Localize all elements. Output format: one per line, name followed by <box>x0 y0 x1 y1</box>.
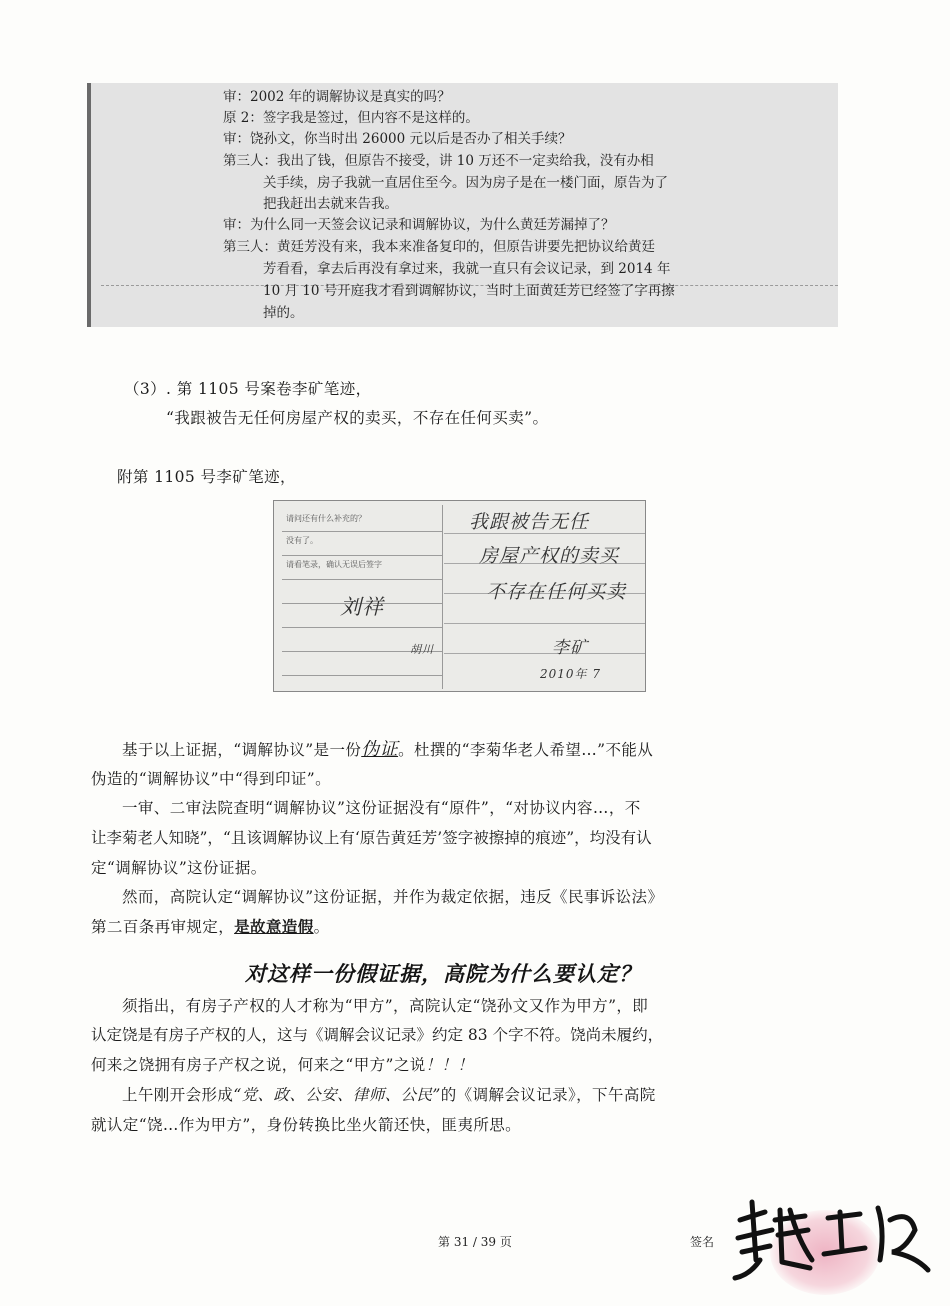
body-text: 上午刚开会形成 <box>122 1086 234 1104</box>
body-paragraph <box>91 1054 473 1076</box>
body-line: 须指出，有房子产权的人才称为“甲方”，高院认定“饶孙文又作为甲方”，即 <box>122 997 649 1015</box>
handwritten-signature: 李矿 <box>552 638 588 658</box>
page-number: 第 31 / 39 页 <box>438 1235 512 1249</box>
body-line: 就认定“饶…作为甲方”，身份转换比坐火箭还快，匪夷所思。 <box>91 1116 522 1134</box>
rule-line <box>282 555 442 556</box>
handwritten-signature: 刘祥 <box>340 595 384 619</box>
signature-label: 签名 <box>690 1235 715 1249</box>
rule-line <box>282 579 442 580</box>
transcript-line: 芳看看，拿去后再没有拿过来，我就一直只有会议记录，到 2014 年 <box>263 261 671 277</box>
body-line: 认定饶是有房子产权的人，这与《调解会议记录》约定 83 个字不符。饶尚未履约， <box>91 1026 664 1044</box>
emphasis-text: 是故意造假 <box>234 917 314 936</box>
body-text: 基于以上证据，“调解协议”是一份 <box>122 741 362 759</box>
form-prompt: 请看笔录，确认无误后签字 <box>286 560 382 569</box>
transcript-line: 审：为什么同一天签会议记录和调解协议，为什么黄廷芳漏掉了？ <box>223 217 615 233</box>
transcript-line: 10 月 10 号开庭我才看到调解协议，当时上面黄廷芳已经签了字再擦 <box>263 283 675 299</box>
transcript-line: 审：2002 年的调解协议是真实的吗？ <box>223 89 451 105</box>
section-title: 对这样一份假证据，高院为什么要认定？ <box>245 961 641 986</box>
body-line: 然而，高院认定“调解协议”这份证据，并作为裁定依据，违反《民事诉讼法》 <box>122 888 664 906</box>
handwritten-signature: 胡川 <box>410 643 434 656</box>
emphasis-text: “党、政、公安、律师、公民” <box>233 1086 441 1104</box>
body-text: 的《调解会议记录》，下午高院 <box>440 1086 656 1104</box>
attachment-label: 附第 1105 号李矿笔迹， <box>117 468 296 486</box>
transcript-line: 把我赶出去就来告我。 <box>263 196 398 212</box>
rule-line <box>282 531 442 532</box>
body-text: 。 <box>313 918 330 936</box>
rule-line <box>282 675 442 676</box>
body-paragraph <box>122 1084 656 1106</box>
transcript-line: 掉的。 <box>263 305 304 321</box>
handwritten-date: 2010年 7 <box>540 667 601 681</box>
form-prompt: 请问还有什么补充的？ <box>286 514 366 523</box>
transcript-line: 原 2：签字我是签过，但内容不是这样的。 <box>223 110 479 126</box>
transcript-line: 审：饶孙文，你当时出 26000 元以后是否办了相关手续？ <box>223 131 572 147</box>
handwritten-signature-image <box>720 1190 935 1285</box>
transcript-excerpt <box>87 83 838 327</box>
rule-line <box>444 623 645 624</box>
section-heading: （3）. 第 1105 号案卷李矿笔迹， <box>124 380 372 398</box>
body-text: 第二百条再审规定， <box>91 918 235 936</box>
rule-line <box>282 627 442 628</box>
form-prompt: 没有了。 <box>286 536 318 545</box>
handwritten-line: 不存在任何买卖 <box>486 581 627 603</box>
handwritten-line: 房屋产权的卖买 <box>479 545 620 567</box>
body-paragraph <box>91 916 330 938</box>
body-line: 一审、二审法院查明“调解协议”这份证据没有“原件”，“对协议内容…，不 <box>122 799 641 817</box>
handwritten-line: 我跟被告无任 <box>469 511 590 533</box>
body-text: 何来之饶拥有房子产权之说，何来之“甲方”之说 <box>91 1056 426 1074</box>
section-quote: “我跟被告无任何房屋产权的卖买，不存在任何买卖”。 <box>166 409 549 427</box>
rule-line <box>444 653 645 654</box>
handwriting-image <box>273 500 646 692</box>
body-text: 。杜撰的“李菊华老人希望…”不能从 <box>398 741 654 759</box>
body-line: 定“调解协议”这份证据。 <box>91 859 267 877</box>
emphasis-text: ！！！ <box>425 1056 474 1074</box>
body-paragraph <box>122 739 653 761</box>
body-line: 伪造的“调解协议”中“得到印证”。 <box>91 770 331 788</box>
transcript-line: 第三人：黄廷芳没有来，我本来准备复印的，但原告讲要先把协议给黄廷 <box>223 239 655 255</box>
transcript-line: 关手续，房子我就一直居住至今。因为房子是在一楼门面，原告为了 <box>263 175 668 191</box>
emphasis-text: 伪证 <box>361 739 399 760</box>
body-line: 让李菊老人知晓”，“且该调解协议上有‘原告黄廷芳’签字被擦掉的痕迹”，均没有认 <box>91 829 652 847</box>
transcript-line: 第三人：我出了钱，但原告不接受，讲 10 万还不一定卖给我，没有办相 <box>223 153 654 169</box>
